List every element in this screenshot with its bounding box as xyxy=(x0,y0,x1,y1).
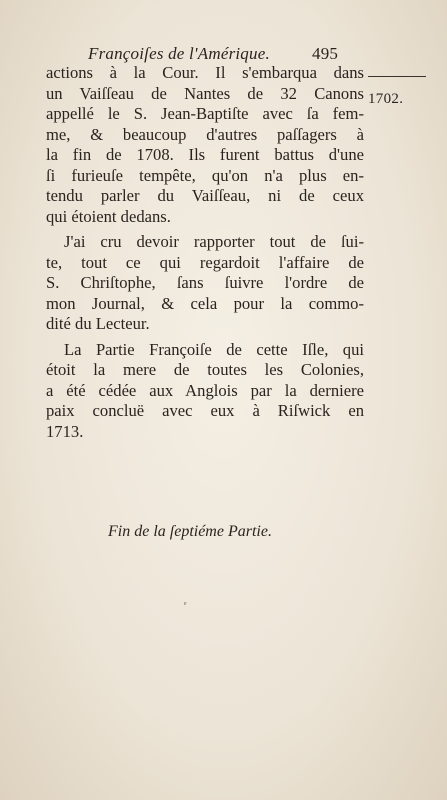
text-line: La Partie Françoiſe de cette Iſle, qui xyxy=(64,339,364,359)
text-line: étoit la mere de toutes les Colonies, xyxy=(46,360,364,379)
text-line: ſi furieuſe tempête, qu'on n'a plus en- xyxy=(46,165,364,185)
text-line: la fin de 1708. Ils furent battus d'une xyxy=(46,145,364,164)
body-text xyxy=(46,63,364,442)
text-line: me, & beaucoup d'autres paſſagers à xyxy=(46,124,364,144)
text-line: J'ai cru devoir rapporter tout de ſui- xyxy=(64,232,364,251)
paragraph-1 xyxy=(46,63,364,227)
text-line: 1713. xyxy=(46,421,84,441)
text-line: qui étoient dedans. xyxy=(46,206,171,226)
paragraph-3 xyxy=(46,340,364,443)
margin-rule xyxy=(368,76,426,77)
text-line: appellé le S. Jean-Baptiſte avec ſa fem- xyxy=(46,104,364,123)
text-line: a été cédée aux Anglois par la derniere xyxy=(46,380,364,400)
ink-speck: ₑ xyxy=(184,596,187,607)
paragraph-2 xyxy=(46,232,364,335)
text-line: S. Chriſtophe, ſans ſuivre l'ordre de xyxy=(46,273,364,292)
text-line: paix concluë avec eux à Riſwick en xyxy=(46,401,364,420)
page-number: 495 xyxy=(312,44,339,63)
text-line: te, tout ce qui regardoit l'affaire de xyxy=(46,252,364,272)
text-line: un Vaiſſeau de Nantes de 32 Canons xyxy=(46,83,364,103)
text-line: mon Journal, & cela pour la commo- xyxy=(46,293,364,313)
text-line: dité du Lecteur. xyxy=(46,314,150,333)
running-title: Françoiſes de l'Amérique. xyxy=(88,44,270,63)
text-line: tendu parler du Vaiſſeau, ni de ceux xyxy=(46,186,364,205)
text-line: actions à la Cour. Il s'embarqua dans xyxy=(46,63,364,82)
part-end-note: Fin de la ſeptiéme Partie. xyxy=(108,523,272,540)
margin-year: 1702. xyxy=(368,91,404,107)
